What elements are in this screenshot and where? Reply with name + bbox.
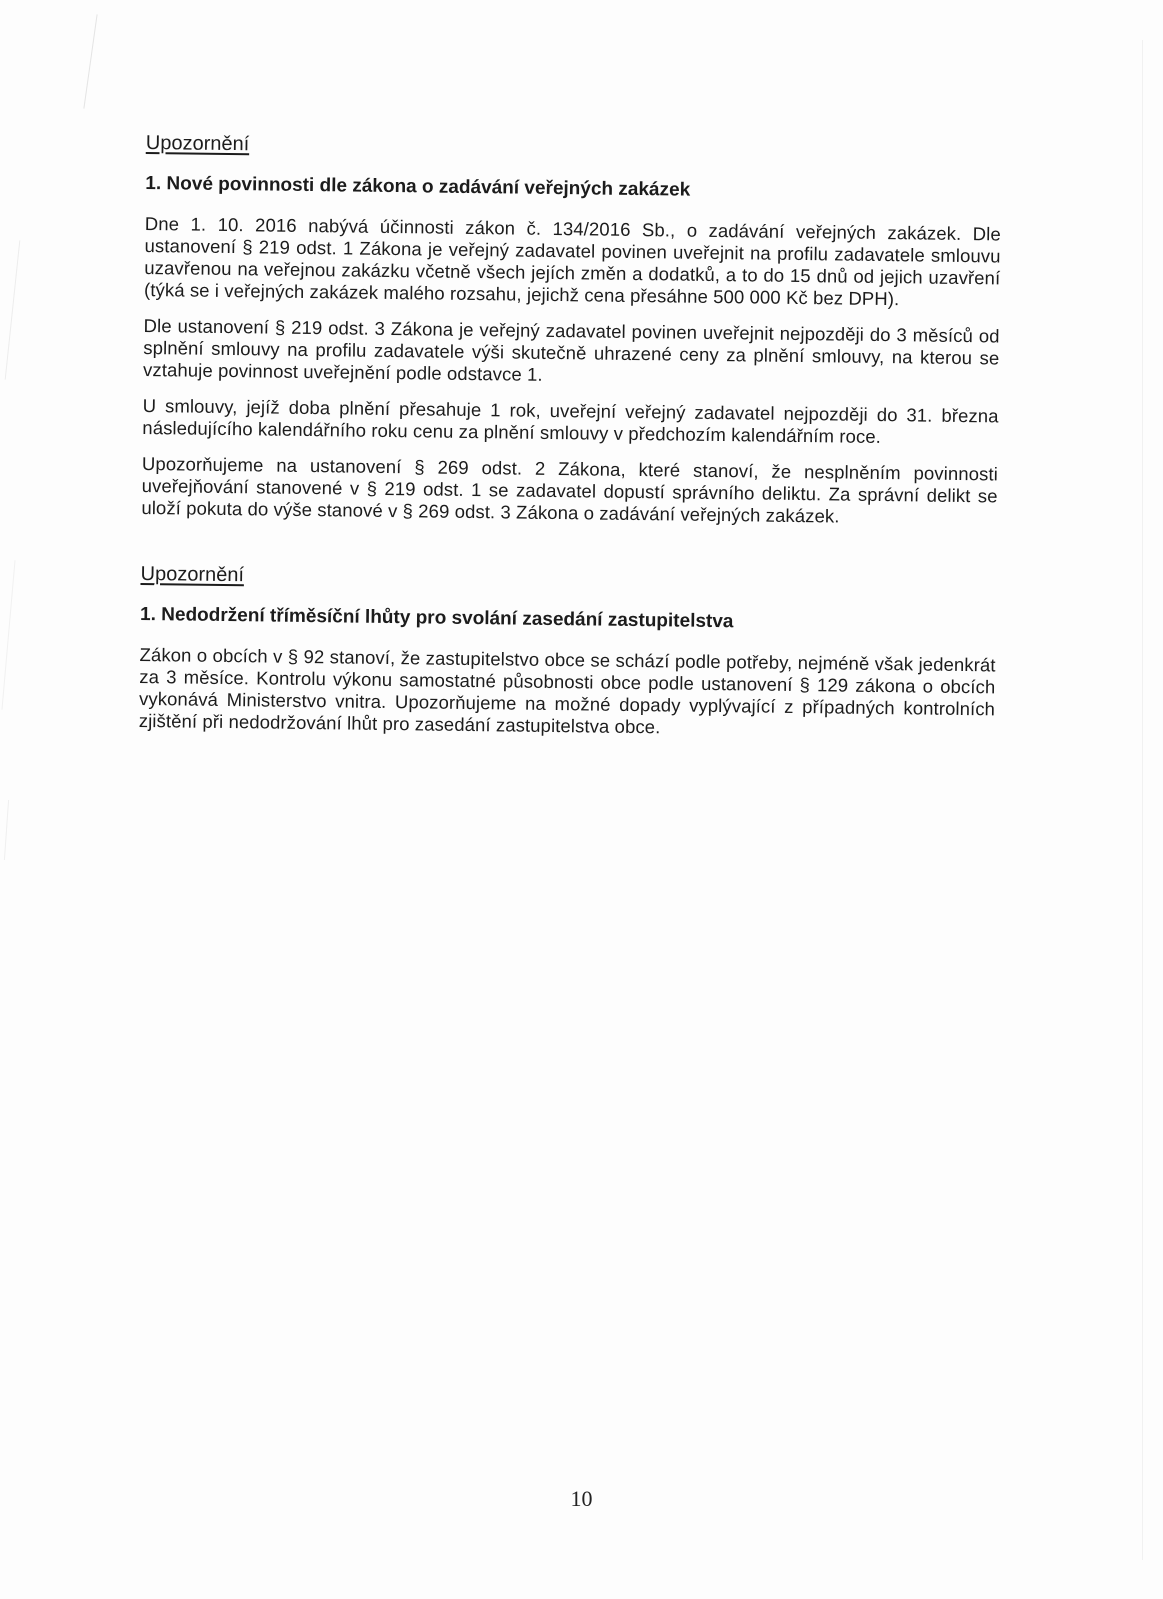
- scan-artifact: [4, 800, 9, 860]
- scan-artifact: [1, 560, 15, 710]
- paragraph: Upozorňujeme na ustanovení § 269 odst. 2 Zákona, které stanoví, že nesplněním povinnosti uveřejňování stanovené v § 219 odst. 1 se zadavatel dopustí správního deliktu. Za správní delikt se uloží pokuta do výše stanové v § 269 odst. 3 Zákona o zadávání veřejných zakázek.: [141, 452, 999, 527]
- paragraph: U smlouvy, jejíž doba plnění přesahuje 1 rok, uveřejní veřejný zadavatel nejpozději do 31. března následujícího kalendářního roku cenu za plnění smlouvy v předchozím kalendářním roce.: [142, 394, 999, 448]
- paragraph: Dne 1. 10. 2016 nabývá účinnosti zákon č. 134/2016 Sb., o zadávání veřejných zakázek. Dle ustanovení § 219 odst. 1 Zákona je veřejný zadavatel povinen uveřejnit na profilu zadavatele smlouvu uzavřenou na veřejnou zakázku včetně všech jejích změn a dodatků, a to do 15 dnů od jejich uzavření (týká se i veřejných zakázek malého rozsahu, jejichž cena přesáhne 500 000 Kč bez DPH).: [143, 212, 1001, 310]
- paragraph: Dle ustanovení § 219 odst. 3 Zákona je veřejný zadavatel povinen uveřejnit nejpozději do 3 měsíců od splnění smlouvy na profilu zadavatele výši skutečně uhrazené ceny za plnění smlouvy, na kterou se vztahuje povinnost uveřejnění podle odstavce 1.: [142, 314, 1000, 385]
- section-procurement-notice: [141, 132, 1002, 529]
- scan-artifact: [5, 240, 21, 379]
- page-number: 10: [570, 1486, 593, 1511]
- section-heading: Upozornění: [145, 132, 250, 156]
- section-subheading: 1. Nedodržení tříměsíční lhůty pro svolání zasedání zastupitelstva: [139, 603, 734, 633]
- paragraph: Zákon o obcích v § 92 stanoví, že zastupitelstvo obce se schází podle potřeby, nejméně však jedenkrát za 3 měsíce. Kontrolu výkonu samostatné působnosti obce podle ustanovení § 129 zákona o obcích vykonává Ministerstvo vnitra. Upozorňujeme na možné dopady vyplývající z případných kontrolních zjištění při nedodržování lhůt pro zasedání zastupitelstva obce.: [138, 643, 996, 738]
- section-subheading: 1. Nové povinnosti dle zákona o zadávání veřejných zakázek: [145, 172, 691, 201]
- section-heading: Upozornění: [140, 562, 245, 587]
- scan-artifact: [83, 14, 97, 108]
- document-content: [138, 132, 1001, 756]
- scan-artifact: [1142, 40, 1143, 1560]
- section-council-meeting-notice: [139, 563, 997, 742]
